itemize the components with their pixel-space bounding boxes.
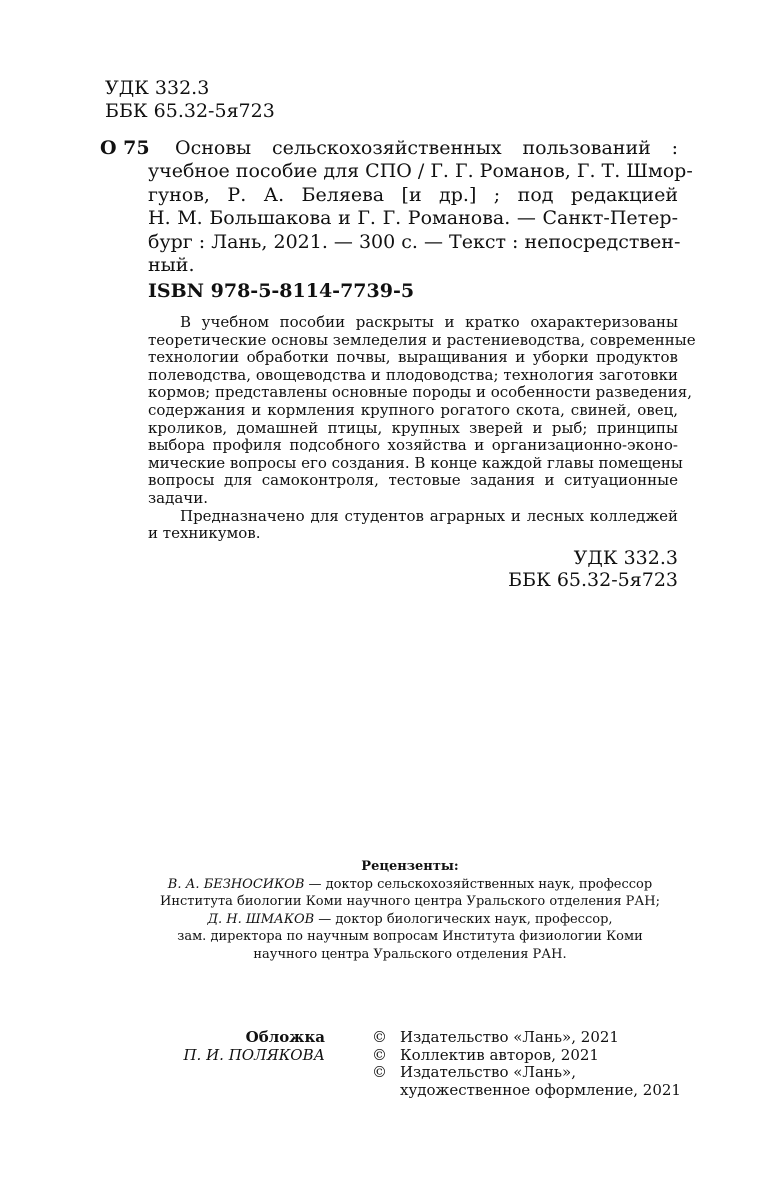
abstract-line: мические вопросы его создания. В конце каждой главы помещены [148, 453, 683, 472]
reviewers-heading: Рецензенты: [361, 859, 459, 874]
reviewer-1-affiliation: Института биологии Коми научного центра Уральского отделения РАН; [159, 894, 660, 909]
abstract-line: кроликов, домашней птицы, крупных зверей и рыб; принципы [148, 418, 678, 437]
bbk-code: ББК 65.32-5я723 [105, 100, 275, 122]
copyright-text: Издательство «Лань», [400, 1063, 577, 1082]
abstract [148, 313, 696, 543]
reviewer-2-title: — доктор биологических наук, профессор, [314, 911, 613, 927]
abstract-line: содержания и кормления крупного рогатого скота, свиней, овец, [148, 400, 678, 419]
reviewer-1-name: В. А. БЕЗНОСИКОВ [167, 876, 305, 892]
purpose-line: Предназначено для студентов аграрных и лесных колледжей [180, 506, 678, 525]
abstract-line: полеводства, овощеводства и плодоводства; технология заготовки [148, 365, 678, 384]
copyright-line [372, 1047, 692, 1065]
copyright-icon: © [372, 1045, 387, 1064]
reviewer-1-title: — доктор сельскохозяйственных наук, профессор [304, 876, 653, 892]
abstract-line: вопросы для самоконтроля, тестовые задания и ситуационные [148, 471, 678, 490]
copyright-text: Коллектив авторов, 2021 [400, 1045, 599, 1064]
copyright-icon: © [372, 1028, 387, 1046]
reviewer-1 [140, 876, 680, 894]
bibliographic-line: ный. [148, 254, 195, 276]
bibliographic-line: гунов, Р. А. Беляева [и др.] ; под редакцией [148, 183, 678, 206]
copyright-text: Издательство «Лань», 2021 [400, 1028, 619, 1046]
bibliographic-line: бург : Лань, 2021. — 300 с. — Текст : непосредствен- [148, 230, 681, 253]
cover-label: Обложка [245, 1028, 325, 1046]
bibliographic-line: учебное пособие для СПО / Г. Г. Романов, Г. Т. Шмор- [148, 160, 693, 182]
copyright-block [372, 1029, 692, 1099]
reviewer-2 [140, 911, 680, 929]
bibliographic-line: Основы сельскохозяйственных пользований : [175, 137, 678, 159]
cover-artist: П. И. ПОЛЯКОВА [183, 1045, 325, 1064]
copyright-line [372, 1029, 692, 1047]
bibliographic-description [148, 160, 693, 278]
copyright-line: художественное оформление, 2021 [400, 1080, 681, 1099]
abstract-line: теоретические основы земледелия и растениеводства, современные [148, 330, 696, 349]
reviewer-2-position: зам. директора по научным вопросам Института физиологии Коми [177, 929, 643, 944]
abstract-line: технологии обработки почвы, выращивания и уборки продуктов [148, 348, 678, 367]
cover-credit [100, 1029, 325, 1064]
reviewers-block [140, 858, 680, 963]
abstract-line: задачи. [148, 488, 208, 507]
abstract-line: кормов; представлены основные породы и особенности разведения, [148, 383, 692, 402]
bbk-code-repeat: ББК 65.32-5я723 [508, 569, 678, 591]
abstract-line: В учебном пособии раскрыты и кратко охарактеризованы [180, 313, 678, 331]
udk-code: УДК 332.3 [105, 77, 210, 99]
copyright-line [372, 1064, 692, 1082]
udk-code-repeat: УДК 332.3 [573, 547, 678, 569]
purpose-line: и техникумов. [148, 524, 261, 543]
copyright-icon: © [372, 1063, 387, 1082]
bibliographic-line: Н. М. Большакова и Г. Г. Романова. — Санкт-Петер- [148, 207, 678, 229]
reviewer-2-name: Д. Н. ШМАКОВ [207, 911, 315, 927]
abstract-line: выбора профиля подсобного хозяйства и организационно-эконо- [148, 436, 678, 455]
isbn: ISBN 978-5-8114-7739-5 [148, 280, 415, 302]
reviewer-2-affiliation: научного центра Уральского отделения РАН. [253, 946, 567, 962]
author-sign: О 75 [100, 137, 150, 159]
